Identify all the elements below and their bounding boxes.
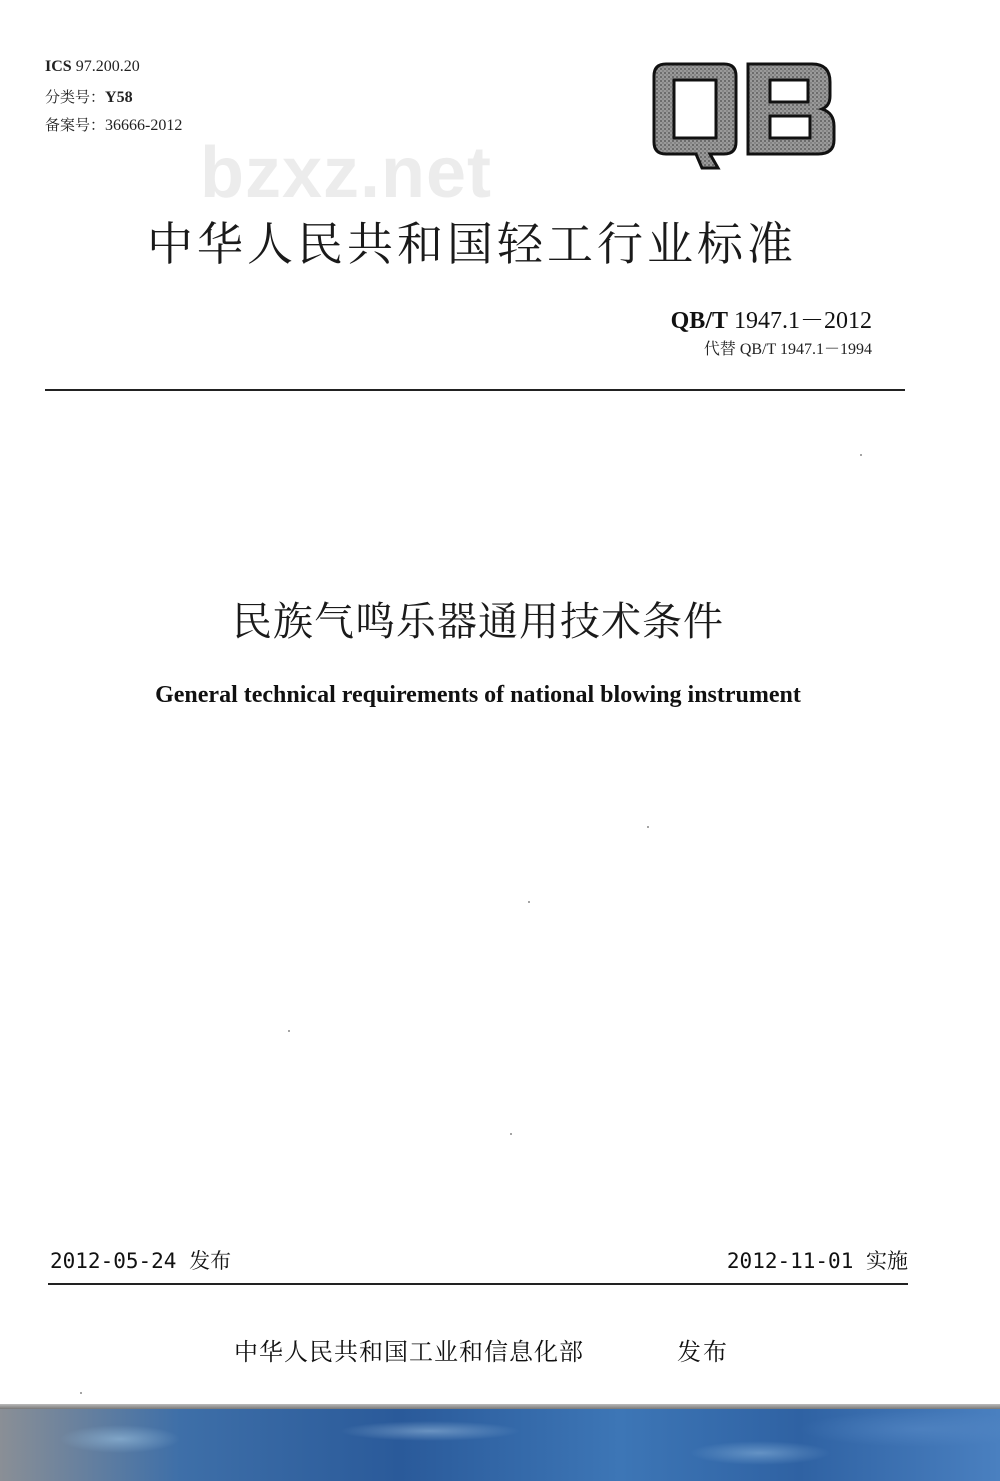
ics-label: ICS	[45, 58, 72, 75]
class-value: Y58	[105, 89, 133, 106]
qb-logo	[648, 45, 840, 175]
issue-date-suffix: 发布	[189, 1249, 232, 1273]
effective-date-value: 2012-11-01	[726, 1249, 854, 1273]
record-label: 备案号：	[45, 116, 106, 134]
ocean-background-image	[0, 1409, 1000, 1481]
scan-speck	[860, 454, 862, 456]
top-divider	[45, 389, 905, 391]
publisher-suffix: 发布	[677, 1338, 729, 1366]
scan-speck	[288, 1030, 290, 1032]
issue-date	[50, 1245, 231, 1275]
standard-number	[671, 300, 872, 335]
page-title: 中华人民共和国轻工行业标准	[147, 217, 797, 271]
effective-date-suffix: 实施	[866, 1249, 908, 1273]
bottom-divider	[48, 1283, 908, 1285]
logo-b-shape	[748, 64, 834, 154]
standard-code: 1947.1－2012	[734, 308, 872, 334]
record-value: 36666-2012	[105, 117, 183, 134]
watermark: bzxz.net	[200, 133, 493, 213]
scan-speck	[80, 1392, 82, 1394]
record-number	[45, 114, 182, 135]
effective-date	[727, 1245, 908, 1275]
scan-speck	[528, 901, 530, 903]
ics-value: 97.200.20	[75, 58, 140, 75]
classification-number	[45, 86, 133, 107]
class-label: 分类号：	[45, 88, 106, 106]
ics-code	[45, 58, 140, 76]
standard-prefix: QB/T	[670, 308, 728, 334]
logo-q-shape	[654, 64, 736, 168]
logo-text: QB	[648, 45, 672, 64]
publisher-name: 中华人民共和国工业和信息化部	[234, 1338, 584, 1366]
replaces-standard: 代替 QB/T 1947.1－1994	[703, 341, 872, 358]
document-title-english: General technical requirements of national blowing instrument	[155, 682, 801, 708]
scan-speck	[510, 1133, 512, 1135]
scan-speck	[647, 826, 649, 828]
document-title-chinese: 民族气鸣乐器通用技术条件	[232, 599, 724, 645]
issue-date-value: 2012-05-24	[50, 1249, 177, 1273]
